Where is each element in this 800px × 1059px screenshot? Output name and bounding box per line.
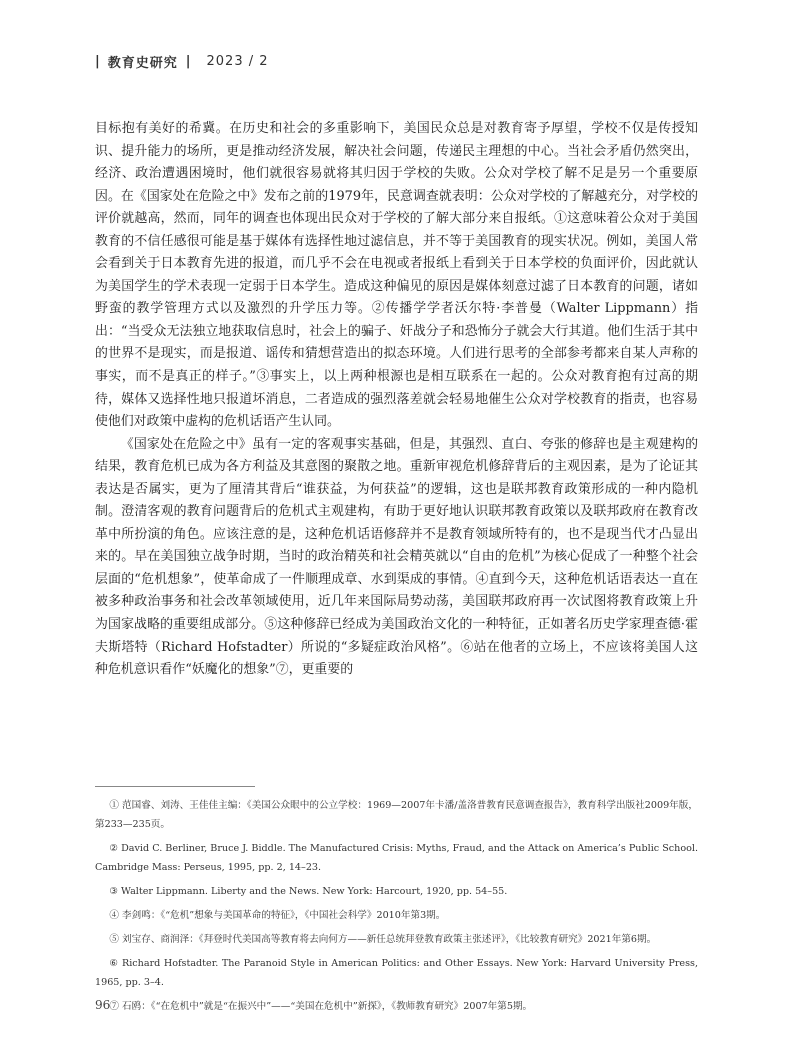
paragraph: 《国家处在危险之中》虽有一定的客观事实基础，但是，其强烈、直白、夸张的修辞也是主观建构的结果，教育危机已成为各方利益及其意图的聚散之地。重新审视危机修辞背后的主观因素，是为了论证其表达是否属实，更为了厘清其背后“谁获益，为何获益”的逻辑，这也是联邦教育政策形成的一种内隐机制。澄清客观的教育问题背后的危机式主观建构，有助于更好地认识联邦教育政策以及联邦政府在教育改革中所扮演的角色。应该注意的是，这种危机话语修辞并不是教育领域所特有的，也不是现当代才凸显出来的。早在美国独立战争时期，当时的政治精英和社会精英就以“自由的危机”为核心促成了一种整个社会层面的“危机想象”，使革命成了一件顺理成章、水到渠成的事情。④直到今天，这种危机话语表达一直在被多种政治事务和社会改革领域使用，近几年来国际局势动荡，美国联邦政府再一次试图将教育政策上升为国家战略的重要组成部分。⑤这种修辞已经成为美国政治文化的一种特征，正如著名历史学家理查德·霍夫斯塔特（Richard Hofstadter）所说的“多疑症政治风格”。⑥站在他者的立场上，不应该将美国人这种危机意识看作“妖魔化的想象”⑦，更重要的 <box>95 436 698 678</box>
running-header <box>95 52 269 71</box>
journal-title: 教育史研究 <box>107 56 178 71</box>
paragraph: 目标抱有美好的希冀。在历史和社会的多重影响下，美国民众总是对教育寄予厚望，学校不仅是传授知识、提升能力的场所，更是推动经济发展，解决社会问题，传递民主理想的中心。当社会矛盾仍然突出，经济、政治遭遇困境时，他们就很容易就将其归因于学校的失败。公众对学校了解不足是另一个重要原因。在《国家处在危险之中》发布之前的1979年，民意调查就表明：公众对学校的了解越充分，对学校的评价就越高，然而，同年的调查也体现出民众对于学校的了解大部分来自报纸。①这意味着公众对于美国教育的不信任感很可能是基于媒体有选择性地过滤信息，并不等于美国教育的现实状况。例如，美国人常会看到关于日本教育先进的报道，而几乎不会在电视或者报纸上看到关于日本学校的负面评价，因此就认为美国学生的学术表现一定弱于日本学生。造成这种偏见的原因是媒体刻意过滤了日本教育的问题，诸如野蛮的教学管理方式以及激烈的升学压力等。②传播学学者沃尔特·李普曼（Walter Lippmann）指出：“当受众无法独立地获取信息时，社会上的骗子、奸战分子和恐怖分子就会大行其道。他们生活于其中的世界不是现实，而是报道、谣传和猜想营造出的拟态环境。人们进行思考的全部参考都来自某人声称的事实，而不是真正的样子。”③事实上，以上两种根源也是相互联系在一起的。公众对教育抱有过高的期待，媒体又选择性地只报道坏消息，二者造成的强烈落差就会轻易地催生公众对学校教育的指责，也容易使他们对政策中虚构的危机话语产生认同。 <box>95 121 698 430</box>
footnote-4: ④ 李剑鸣：《“危机”想象与美国革命的特征》，《中国社会科学》2010年第3期。 <box>109 910 446 921</box>
header-bar-left: | <box>95 54 100 69</box>
footnotes <box>95 796 698 1021</box>
header-bar-right: | <box>185 54 191 69</box>
page-number: 96 <box>95 998 111 1012</box>
footnote-divider <box>95 786 255 787</box>
footnote-6: ⑥ Richard Hofstadter. The Paranoid Style in American Politics: and Other Essays. New York: Harvard University Press, 1965, pp. 3–4. <box>95 958 698 988</box>
footnote-2: ② David C. Berliner, Bruce J. Biddle. The Manufactured Crisis: Myths, Fraud, and the Attack on America’s Public School. Cambridge Mass: Perseus, 1995, pp. 2, 14–23. <box>95 843 698 873</box>
issue-number: 2023 / 2 <box>206 54 269 69</box>
footnote-1: ① 范国睿、刘涛、王佳佳主编：《美国公众眼中的公立学校：1969—2007年卡潘/盖洛普教育民意调查报告》，教育科学出版社2009年版，第233—235页。 <box>95 800 698 830</box>
footnote-7: ⑦ 石鸥：《“在危机中”就是“在振兴中”——“美国在危机中”新探》，《教师教育研究》2007年第5期。 <box>109 1001 533 1012</box>
body-text <box>95 118 698 682</box>
footnote-3: ③ Walter Lippmann. Liberty and the News. New York: Harcourt, 1920, pp. 54–55. <box>109 886 508 897</box>
footnote-5: ⑤ 刘宝存、商润泽：《拜登时代美国高等教育将去向何方——新任总统拜登教育政策主张述评》，《比较教育研究》2021年第6期。 <box>109 934 657 945</box>
